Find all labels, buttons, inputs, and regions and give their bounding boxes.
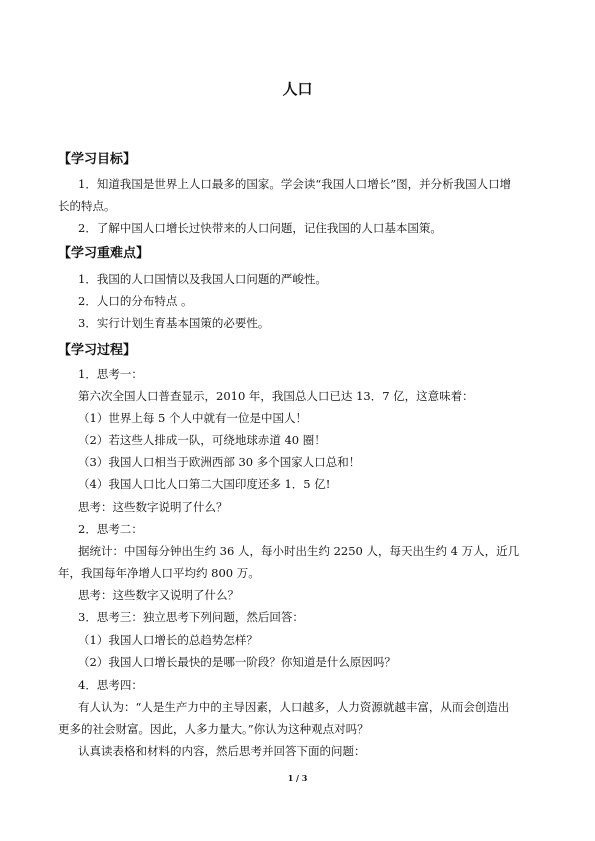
goal-item-1-line-1: 1．知道我国是世界上人口最多的国家。学会读“我国人口增长”图，并分析我国人口增	[78, 177, 512, 191]
think-2-heading: 2．思考二：	[78, 522, 143, 536]
page-number: 1 / 3	[287, 773, 308, 783]
section-heading-goals: 【学习目标】	[58, 152, 137, 167]
section-heading-key-points: 【学习重难点】	[58, 246, 150, 261]
goal-item-1-line-2: 长的特点。	[58, 199, 116, 213]
think-1-fact-d: （4）我国人口比人口第二大国印度还多 1．5 亿!	[78, 477, 331, 491]
think-1-fact-c: （3）我国人口相当于欧洲西部 30 多个国家人口总和！	[78, 455, 361, 469]
think-2-line-1: 据统计：中国每分钟出生约 36 人，每小时出生约 2250 人，每天出生约 4 万人，近几	[78, 544, 520, 558]
think-3-question-a: （1）我国人口增长的总趋势怎样？	[78, 633, 258, 647]
key-item-1: 1．我国的人口国情以及我国人口问题的严峻性。	[78, 272, 327, 286]
key-item-3: 3．实行计划生育基本国策的必要性。	[78, 316, 270, 330]
think-1-intro: 第六次全国人口普查显示，2010 年，我国总人口已达 13．7 亿，这意味着：	[78, 389, 474, 403]
think-4-instruction: 认真读表格和材料的内容，然后思考并回答下面的问题：	[78, 744, 366, 758]
think-1-fact-a: （1）世界上每 5 个人中就有一位是中国人！	[78, 411, 307, 425]
think-1-question: 思考：这些数字说明了什么？	[78, 500, 228, 514]
think-3-question-b: （2）我国人口增长最快的是哪一阶段？你知道是什么原因吗？	[78, 655, 396, 669]
think-3-heading: 3．思考三：独立思考下列问题，然后回答：	[78, 610, 304, 624]
think-1-fact-b: （2）若这些人排成一队，可绕地球赤道 40 圈！	[78, 433, 326, 447]
think-4-line-1: 有人认为：“人是生产力中的主导因素，人口越多，人力资源就越丰富，从而会创造出	[78, 700, 510, 714]
think-2-line-2: 年，我国每年净增人口平均约 800 万。	[58, 566, 260, 580]
think-1-heading: 1．思考一：	[78, 367, 143, 381]
think-4-line-2: 更多的社会财富。因此，人多力量大。”你认为这种观点对吗？	[58, 722, 369, 736]
page-title: 人口	[282, 80, 313, 98]
goal-item-2: 2．了解中国人口增长过快带来的人口问题，记住我国的人口基本国策。	[78, 221, 442, 235]
key-item-2: 2．人口的分布特点 。	[78, 294, 193, 308]
think-2-question: 思考：这些数字又说明了什么？	[78, 588, 239, 602]
think-4-heading: 4．思考四：	[78, 678, 143, 692]
section-heading-process: 【学习过程】	[58, 343, 137, 358]
